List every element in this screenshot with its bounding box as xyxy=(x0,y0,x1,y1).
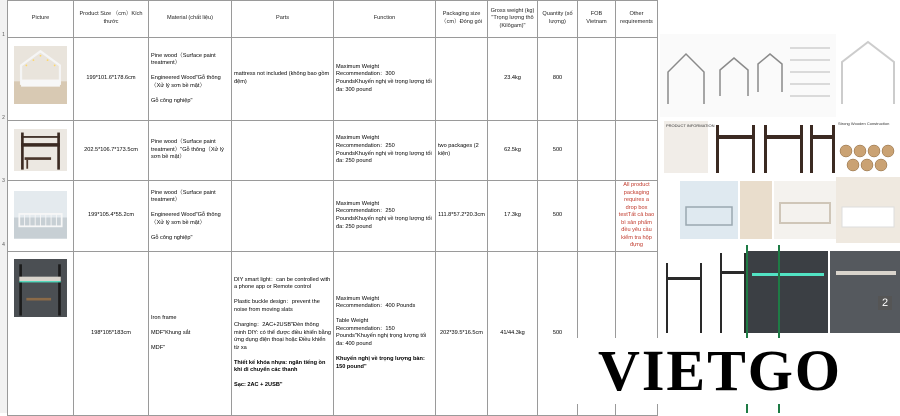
picture-cell[interactable] xyxy=(8,251,74,415)
packaging-cell[interactable] xyxy=(436,38,488,121)
row-number[interactable]: 2 xyxy=(2,115,5,121)
function-line: Recommendation：150 Pounds"Khuyến nghị trọng lượng tối đa: 400 pound xyxy=(336,325,427,347)
function-line: Maximum Weight xyxy=(336,295,380,302)
product-table xyxy=(7,0,658,416)
size-cell[interactable]: 198*105*183cm xyxy=(74,251,149,415)
weight-cell[interactable]: 41/44.3kg xyxy=(488,251,538,415)
metal-loft-bed-gallery-icon[interactable] xyxy=(660,243,900,338)
fob-cell[interactable] xyxy=(578,181,616,252)
fob-cell[interactable] xyxy=(578,38,616,121)
picture-cell[interactable] xyxy=(8,38,74,121)
material-cell[interactable] xyxy=(149,121,232,181)
function-cell[interactable] xyxy=(334,251,436,415)
floor-bed-room-icon[interactable] xyxy=(836,177,900,243)
function-line: Table Weight xyxy=(336,318,369,325)
parts-cell[interactable] xyxy=(232,181,334,252)
house-bed-gallery-icon[interactable] xyxy=(660,34,836,117)
other-cell[interactable] xyxy=(616,38,658,121)
material-line: Pine wood（Surface paint treatment） xyxy=(151,52,216,67)
material-cell[interactable] xyxy=(149,251,232,415)
header-material[interactable]: Material (chất liệu) xyxy=(149,1,232,38)
image-count-badge[interactable]: 2 xyxy=(878,296,892,310)
floor-bed-gallery-icon[interactable] xyxy=(660,177,836,243)
packaging-cell[interactable]: two packages (2 kiện) xyxy=(436,121,488,181)
function-line: Recommendation：250 xyxy=(336,142,395,149)
table-row xyxy=(8,181,658,252)
table-row xyxy=(8,38,658,121)
loft-bed-gallery-icon[interactable] xyxy=(660,117,836,177)
function-line: PoundsKhuyến nghị về trọng lượng tối đa: 250 pound xyxy=(336,150,432,165)
weight-cell[interactable]: 23.4kg xyxy=(488,38,538,121)
house-bed-photo-icon xyxy=(14,46,67,104)
house-bed-side-icon[interactable] xyxy=(836,34,900,117)
packaging-cell[interactable]: 202*39.5*16.5cm xyxy=(436,251,488,415)
header-function[interactable]: Function xyxy=(334,1,436,38)
row-number[interactable]: 1 xyxy=(2,32,5,38)
other-cell[interactable] xyxy=(616,121,658,181)
weight-cell[interactable]: 17.3kg xyxy=(488,181,538,252)
quantity-cell[interactable]: 800 xyxy=(538,38,578,121)
header-picture[interactable]: Picture xyxy=(8,1,74,38)
other-cell[interactable]: All product packaging requires a drop box testTất cả bao bì sản phẩm đều yêu cầu kiểm tra hộp đựng xyxy=(616,181,658,252)
material-cell[interactable] xyxy=(149,38,232,121)
parts-line: DIY smart light：can be controlled with a phone app or Remote control xyxy=(234,276,331,291)
parts-line: Sạc: 2AC + 2USB" xyxy=(234,382,283,389)
material-line: MDF"Khung sắt xyxy=(151,329,191,336)
function-cell[interactable] xyxy=(334,38,436,121)
table-row xyxy=(8,121,658,181)
picture-cell[interactable] xyxy=(8,181,74,252)
parts-line: Thiết kế khóa nhựa: ngăn tiếng ồn khi di chuyển các thanh xyxy=(234,359,326,374)
function-line: Recommendation：400 Pounds xyxy=(336,303,416,310)
parts-line: Charging：2AC+2USB"Đèn thông minh DIY: có thể được điều khiển bằng ứng dụng điện thoại hoặc Điều khiển từ xa xyxy=(234,322,331,351)
wood-construction-icon[interactable] xyxy=(836,117,900,177)
loft-bed-photo-icon xyxy=(14,129,67,171)
function-cell[interactable] xyxy=(334,181,436,252)
gallery-caption: Strong Wooden Construction xyxy=(838,121,890,126)
function-line: Khuyến nghị về trọng lượng bàn: 150 pound" xyxy=(336,356,425,370)
material-line: Pine wood（Surface paint treatment）"Gỗ thông（Xử lý sơn bề mặt） xyxy=(151,139,224,161)
vietgo-watermark xyxy=(570,338,870,404)
parts-line: Plastic buckle design：prevent the noise from moving slats xyxy=(234,299,320,313)
size-cell[interactable]: 199*105.4*55.2cm xyxy=(74,181,149,252)
parts-cell[interactable] xyxy=(232,121,334,181)
header-parts[interactable]: Parts xyxy=(232,1,334,38)
quantity-cell[interactable]: 500 xyxy=(538,251,578,415)
parts-cell[interactable] xyxy=(232,251,334,415)
quantity-cell[interactable]: 500 xyxy=(538,121,578,181)
material-line: Pine wood（Surface paint treatment） xyxy=(151,189,216,204)
parts-cell[interactable]: mattress not included (không bao gồm đệm) xyxy=(232,38,334,121)
fob-cell[interactable] xyxy=(578,121,616,181)
packaging-cell[interactable]: 111.8*57.2*20.3cm xyxy=(436,181,488,252)
row-number[interactable]: 4 xyxy=(2,242,5,248)
size-cell[interactable]: 199*101.6*178.6cm xyxy=(74,38,149,121)
material-line: Gỗ công nghiệp" xyxy=(151,97,193,104)
size-cell[interactable]: 202.5*106.7*173.5cm xyxy=(74,121,149,181)
function-line: Maximum Weight xyxy=(336,63,380,70)
watermark-text: VIETGO xyxy=(597,338,843,403)
function-cell[interactable] xyxy=(334,121,436,181)
material-line: Iron frame xyxy=(151,314,177,321)
material-line: Gỗ công nghiệp" xyxy=(151,234,193,241)
material-line: MDF" xyxy=(151,344,166,351)
floor-bed-photo-icon xyxy=(14,191,67,239)
table-row xyxy=(8,251,658,415)
metal-loft-bed-photo-icon xyxy=(14,259,67,317)
quantity-cell[interactable]: 500 xyxy=(538,181,578,252)
function-line: Recommendation：250 xyxy=(336,208,395,215)
header-size[interactable]: Product Size （cm）Kích thước xyxy=(74,1,149,38)
function-line: PoundsKhuyến nghị về trọng lượng tối đa: 300 pound xyxy=(336,79,432,93)
function-line: Maximum Weight xyxy=(336,135,380,142)
material-cell[interactable] xyxy=(149,181,232,252)
header-other[interactable]: Other requirements xyxy=(616,1,658,38)
material-line: Engineered Wood"Gỗ thông（Xử lý sơn bề mặt） xyxy=(151,212,221,226)
function-line: Recommendation：300 xyxy=(336,71,395,78)
function-line: PoundsKhuyến nghị về trọng lượng tối đa: 250 pound xyxy=(336,215,432,230)
weight-cell[interactable]: 62.5kg xyxy=(488,121,538,181)
row-number[interactable]: 3 xyxy=(2,178,5,184)
gallery-caption: PRODUCT INFORMATION xyxy=(666,123,715,128)
header-quantity[interactable]: Quantity (số lượng) xyxy=(538,1,578,38)
header-fob[interactable]: FOB Vietnam xyxy=(578,1,616,38)
material-line: Engineered Wood"Gỗ thông（Xử lý sơn bề mặt） xyxy=(151,75,221,89)
header-packaging[interactable]: Packaging size （cm）Đóng gói xyxy=(436,1,488,38)
function-line: Maximum Weight xyxy=(336,200,380,207)
header-weight[interactable]: Gross weight (kg) "Trọng lượng thô (Kilôgam)" xyxy=(488,1,538,38)
picture-cell[interactable] xyxy=(8,121,74,181)
